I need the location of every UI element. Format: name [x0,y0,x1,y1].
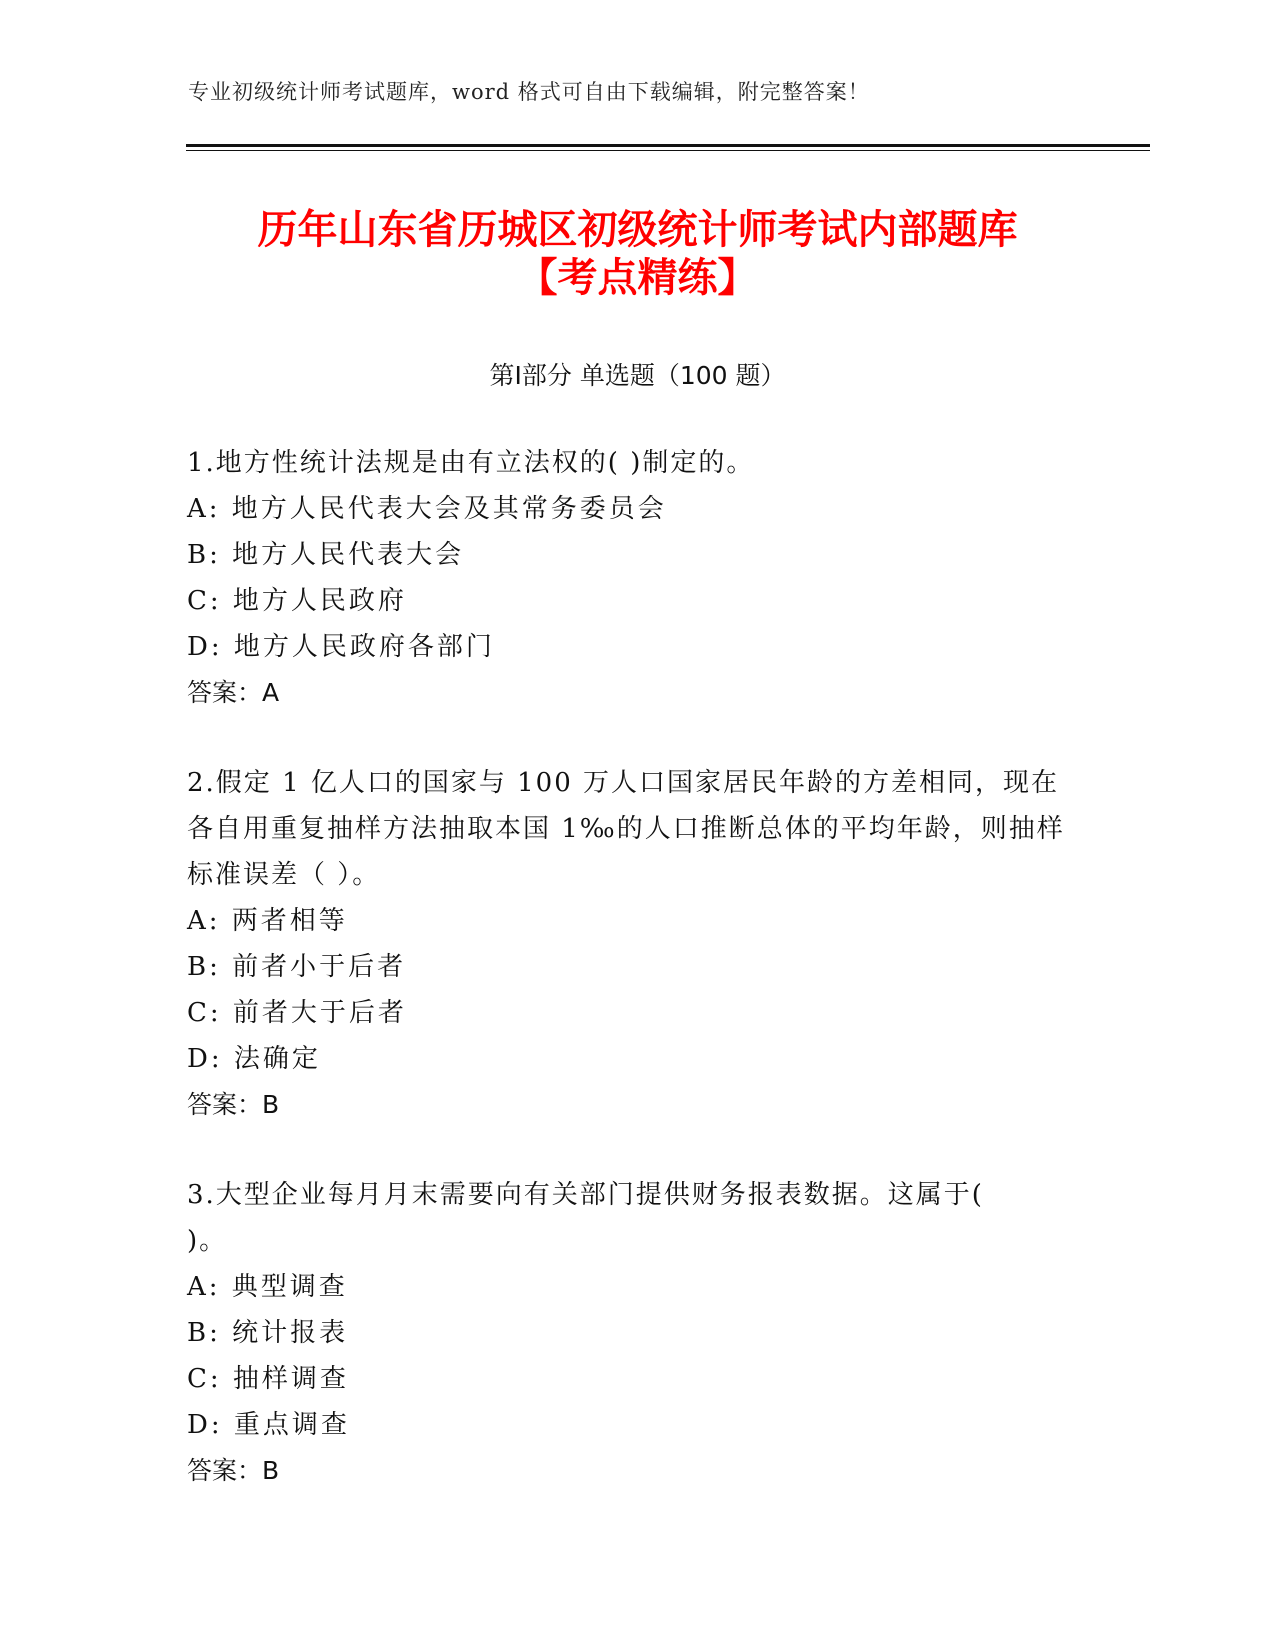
option-a: A: 两者相等 [187,906,348,936]
option-a: A: 典型调查 [187,1272,348,1302]
header-divider-thin [186,150,1150,151]
document-title-line-2: 【考点精练】 [517,255,758,301]
question-text: 各自用重复抽样方法抽取本国 1‰的人口推断总体的平均年龄，则抽样 [187,814,1065,844]
option-b: B: 统计报表 [187,1318,349,1348]
option-a: A: 地方人民代表大会及其常务委员会 [187,494,667,524]
option-d: D: 地方人民政府各部门 [187,632,495,662]
header-divider-thick [186,144,1150,147]
document-title-line-1: 历年山东省历城区初级统计师考试内部题库 [257,207,1018,253]
section-heading: 第Ⅰ部分 单选题（100 题） [489,361,786,390]
option-c: C: 抽样调查 [187,1364,349,1394]
answer-label: 答案：A [187,678,280,707]
question-1 [187,440,1087,716]
question-text: )。 [187,1226,228,1256]
question-3 [187,1172,1087,1494]
question-text: 2.假定 1 亿人口的国家与 100 万人口国家居民年龄的方差相同，现在 [187,768,1060,798]
option-b: B: 地方人民代表大会 [187,540,465,570]
answer-label: 答案：B [187,1456,280,1485]
option-d: D: 重点调查 [187,1410,350,1440]
option-c: C: 前者大于后者 [187,998,407,1028]
option-d: D: 法确定 [187,1044,321,1074]
question-text: 标准误差（ ）。 [187,860,381,890]
option-c: C: 地方人民政府 [187,586,407,616]
question-text: 3.大型企业每月月末需要向有关部门提供财务报表数据。这属于( [187,1180,984,1210]
question-2 [187,760,1087,1128]
question-text: 1.地方性统计法规是由有立法权的( )制定的。 [187,448,755,478]
header-note: 专业初级统计师考试题库，word 格式可自由下载编辑，附完整答案！ [188,80,870,104]
answer-label: 答案：B [187,1090,280,1119]
option-b: B: 前者小于后者 [187,952,407,982]
